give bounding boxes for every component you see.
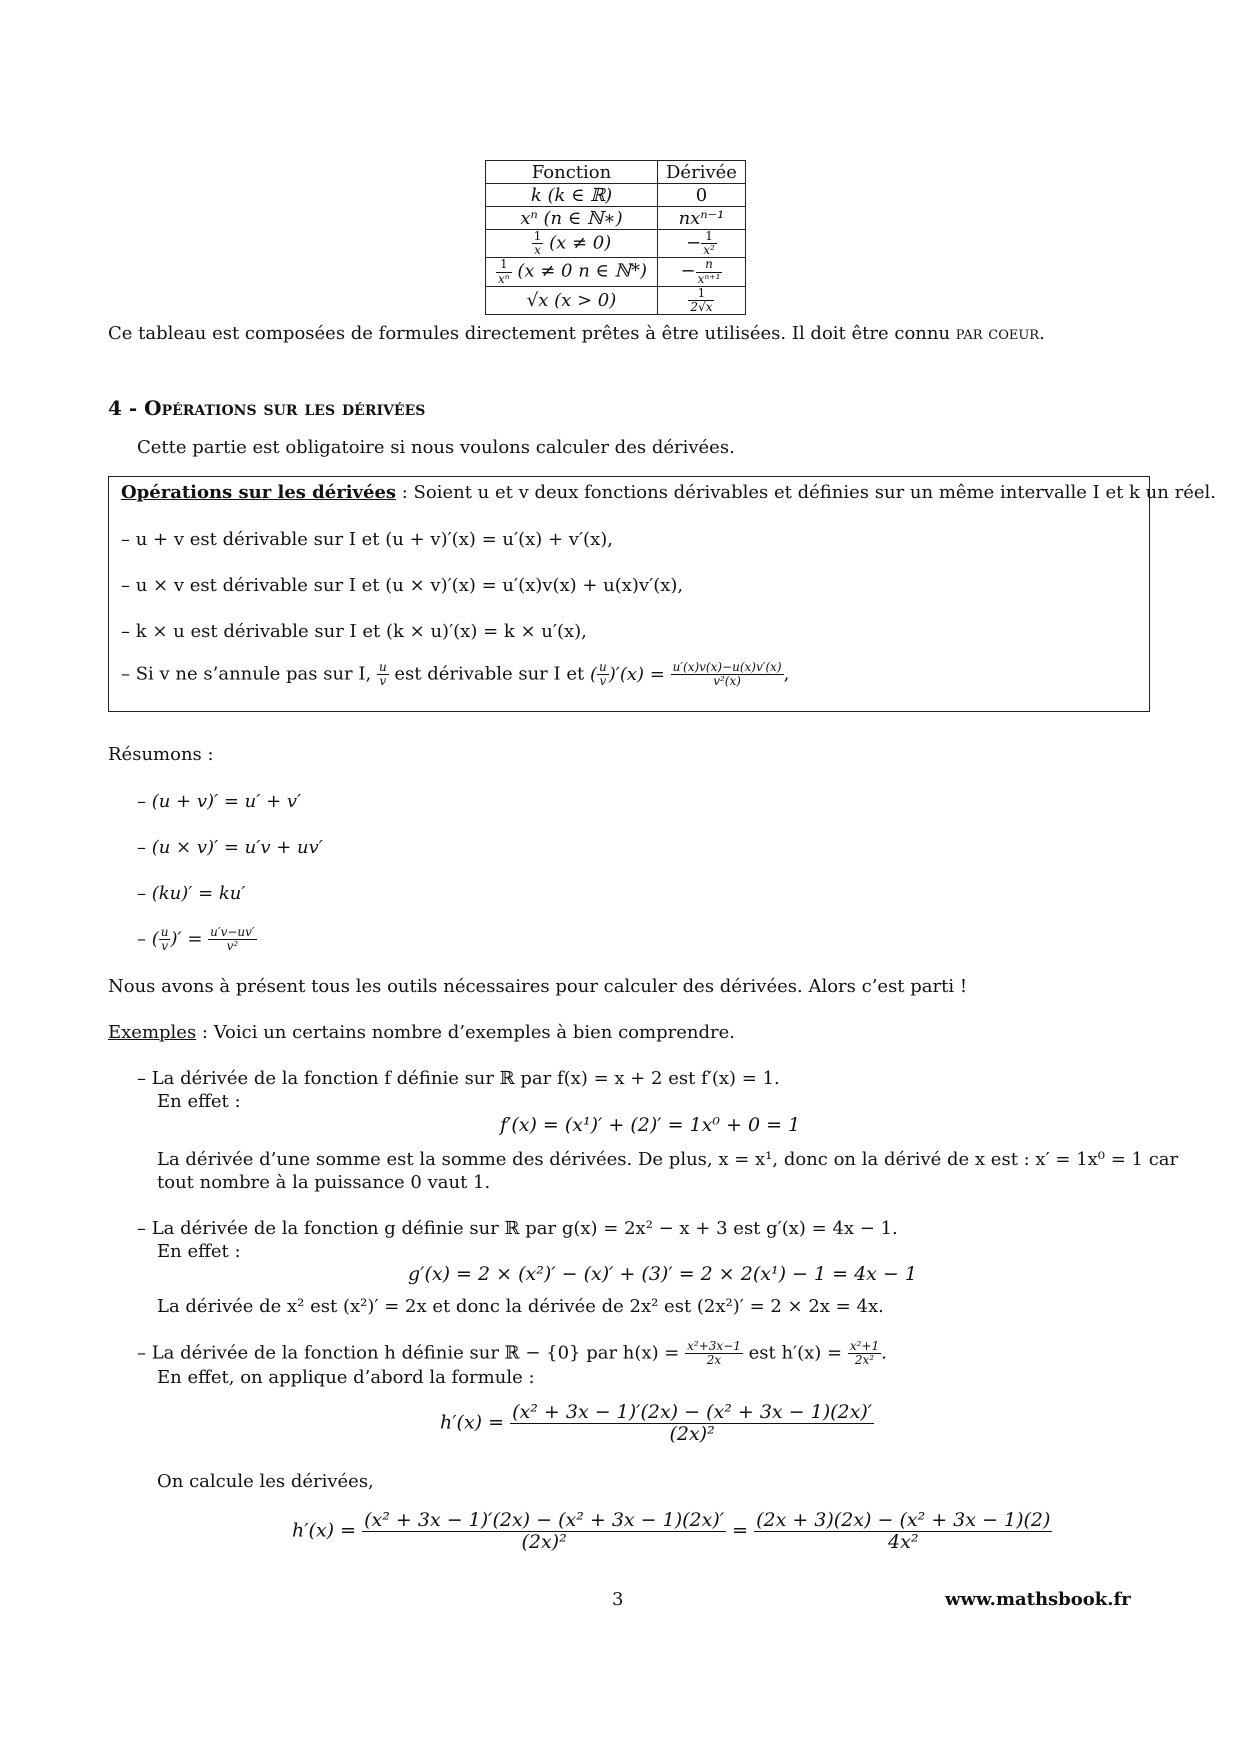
frac-den: 2x	[706, 1353, 722, 1368]
frac-num: 1	[496, 258, 512, 272]
frac-den: 2√x	[690, 299, 713, 314]
intro-text: Ce tableau est composées de formules directement prêtes à être utilisées. Il doit être connu	[108, 323, 951, 344]
frac-num: n	[696, 258, 723, 272]
resumons-item: – (ku)′ = ku′	[137, 883, 246, 904]
box-item-quotient: – Si v ne s’annule pas sur I, $\frac{u}{v}$ est dérivable sur I et ( $\frac{u}{v}$ )′(x) = $\frac{u'(x)v(x)-u(x)v'(x)}{\text{v²(x)}}$ ,	[121, 660, 790, 689]
examples-intro-text: : Voici un certains nombre d’exemples à bien comprendre.	[201, 1022, 735, 1043]
table-cell	[658, 258, 746, 286]
cell-text: (x ≠ 0 n ∈ ℕ*)	[517, 261, 648, 283]
frac-num: (2x + 3)(2x) − (x² + 3x − 1)(2)	[756, 1509, 1051, 1531]
formula-lhs: h′(x) =	[440, 1411, 505, 1434]
table-row	[486, 161, 746, 184]
site-url: www.mathsbook.fr	[945, 1589, 1131, 1610]
example-2-line2: En effet :	[157, 1241, 241, 1262]
frac-den: v²	[226, 939, 239, 954]
box-intro	[121, 481, 1216, 505]
frac-den: xⁿ⁺¹	[697, 271, 721, 286]
resumons-item: – (u + v)′ = u′ + v′	[137, 791, 302, 812]
example-1-line2: En effet :	[157, 1091, 241, 1112]
box-item: – u × v est dérivable sur I et (u × v)′(x) = u′(x)v(x) + u(x)v′(x),	[121, 575, 684, 596]
table-row	[486, 184, 746, 207]
frac-den: 4x²	[888, 1530, 919, 1553]
table-row	[486, 207, 746, 230]
statement-text: – La dérivée de la fonction h définie sur ℝ − {0} par h(x) =	[137, 1342, 680, 1364]
intro-paragraph	[108, 322, 1045, 346]
frac-num: x²+1	[849, 1339, 880, 1353]
resumons-item: – (u × v)′ = u′v + uv′	[137, 837, 323, 858]
derivative-table	[485, 160, 746, 315]
table-header-fonction: Fonction	[486, 161, 658, 184]
resumons-label: Résumons :	[108, 744, 214, 765]
intro-emphasis: par coeur.	[955, 323, 1045, 344]
table-cell: k (k ∈ ℝ)	[486, 184, 658, 207]
frac-num: u′(x)v(x)−u(x)v′(x)	[672, 660, 782, 674]
section-heading	[108, 396, 425, 420]
frac-den: v²(x)	[713, 674, 741, 689]
box-item: – k × u est dérivable sur I et (k × u)′(x) = k × u′(x),	[121, 621, 587, 642]
item-text: – Si v ne s’annule pas sur I,	[121, 663, 372, 685]
cell-sign: −	[686, 232, 702, 254]
example-3-line2: En effet, on applique d’abord la formule :	[157, 1367, 535, 1388]
examples-intro	[108, 1021, 735, 1045]
frac-num: (x² + 3x − 1)′(2x) − (x² + 3x − 1)(2x)′	[364, 1509, 725, 1531]
resumons-item-quotient: – ( $\frac{u}{v}$ )′ = $\frac{u'v-uv'}{\text{v²}}$	[137, 925, 255, 954]
table-row	[486, 258, 746, 286]
example-3-formula-2: h′(x) = $\frac{\text{(x² + 3x − 1)′(2x) − (x² + 3x − 1)(2x)′}}{\text{(2x)²}}$ = $\frac{\text{(2x + 3)(2x) − (x² + 3x − 1)(2)}}{\text{4x²}}$	[292, 1509, 1051, 1553]
frac-num: 1	[688, 287, 714, 301]
frac-num: 1	[533, 229, 542, 243]
example-1-explanation: La dérivée d’une somme est la somme des dérivées. De plus, x = x¹, donc on la dérivé de x est : x′ = 1x⁰ = 1 car	[157, 1149, 1179, 1170]
table-cell: √x (x > 0)	[486, 286, 658, 314]
frac-den: 2x²	[854, 1353, 875, 1368]
statement-text: est h′(x) =	[748, 1342, 843, 1364]
table-header-derivee: Dérivée	[658, 161, 746, 184]
frac-den: x	[534, 243, 541, 258]
example-3-calc: On calcule les dérivées,	[157, 1471, 374, 1492]
page-number: 3	[612, 1589, 624, 1610]
frac-num: x²+3x−1	[687, 1339, 741, 1353]
frac-den: xⁿ	[497, 271, 510, 286]
example-3-statement: – La dérivée de la fonction h définie sur ℝ − {0} par h(x) = $\frac{\text{x²+3x−1}}{2x}$ est h′(x) = $\frac{\text{x²+1}}{\text{2x²}}$ .	[137, 1339, 887, 1368]
frac-den: (2x)²	[521, 1530, 567, 1553]
section-number: 4 -	[108, 396, 138, 420]
item-text: est dérivable sur I et	[394, 663, 585, 685]
table-cell: 0	[658, 184, 746, 207]
frac-den: x²	[703, 243, 715, 258]
table-cell: xⁿ (n ∈ ℕ∗)	[486, 207, 658, 230]
frac-num: 1	[701, 230, 717, 244]
example-1-formula: f′(x) = (x¹)′ + (2)′ = 1x⁰ + 0 = 1	[500, 1114, 801, 1136]
example-2-statement: – La dérivée de la fonction g définie sur ℝ par g(x) = 2x² − x + 3 est g′(x) = 4x − 1.	[137, 1218, 898, 1239]
examples-label: Exemples	[108, 1022, 197, 1043]
example-1-explanation: tout nombre à la puissance 0 vaut 1.	[157, 1172, 491, 1193]
table-cell	[486, 230, 658, 258]
section-title: Opérations sur les dérivées	[144, 396, 426, 420]
frac-num: (x² + 3x − 1)′(2x) − (x² + 3x − 1)(2x)′	[512, 1401, 873, 1423]
example-2-explanation: La dérivée de x² est (x²)′ = 2x et donc la dérivée de 2x² est (2x²)′ = 2 × 2x = 4x.	[157, 1296, 884, 1317]
box-item: – u + v est dérivable sur I et (u + v)′(x) = u′(x) + v′(x),	[121, 529, 613, 550]
table-row	[486, 230, 746, 258]
formula-lhs: h′(x) =	[292, 1519, 357, 1542]
example-2-formula: g′(x) = 2 × (x²)′ − (x)′ + (3)′ = 2 × 2(x¹) − 1 = 4x − 1	[408, 1263, 917, 1285]
cell-text: (x ≠ 0)	[549, 232, 612, 254]
example-1-statement: – La dérivée de la fonction f définie sur ℝ par f(x) = x + 2 est f′(x) = 1.	[137, 1068, 780, 1089]
table-cell	[658, 286, 746, 314]
table-cell: nxⁿ⁻¹	[658, 207, 746, 230]
cell-sign: −	[680, 261, 696, 283]
frac-num: u′v−uv′	[210, 925, 255, 939]
box-title: Opérations sur les dérivées	[121, 482, 397, 503]
table-cell	[486, 258, 658, 286]
section-lead: Cette partie est obligatoire si nous voulons calculer des dérivées.	[137, 437, 735, 458]
table-row	[486, 286, 746, 314]
tools-paragraph: Nous avons à présent tous les outils nécessaires pour calculer des dérivées. Alors c’est parti !	[108, 976, 968, 997]
table-cell	[658, 230, 746, 258]
frac-den: (2x)²	[669, 1422, 715, 1445]
box-intro-text: : Soient u et v deux fonctions dérivables et définies sur un même intervalle I et k un réel.	[401, 482, 1216, 503]
operations-box	[108, 476, 1216, 712]
example-3-formula-1	[440, 1402, 874, 1445]
